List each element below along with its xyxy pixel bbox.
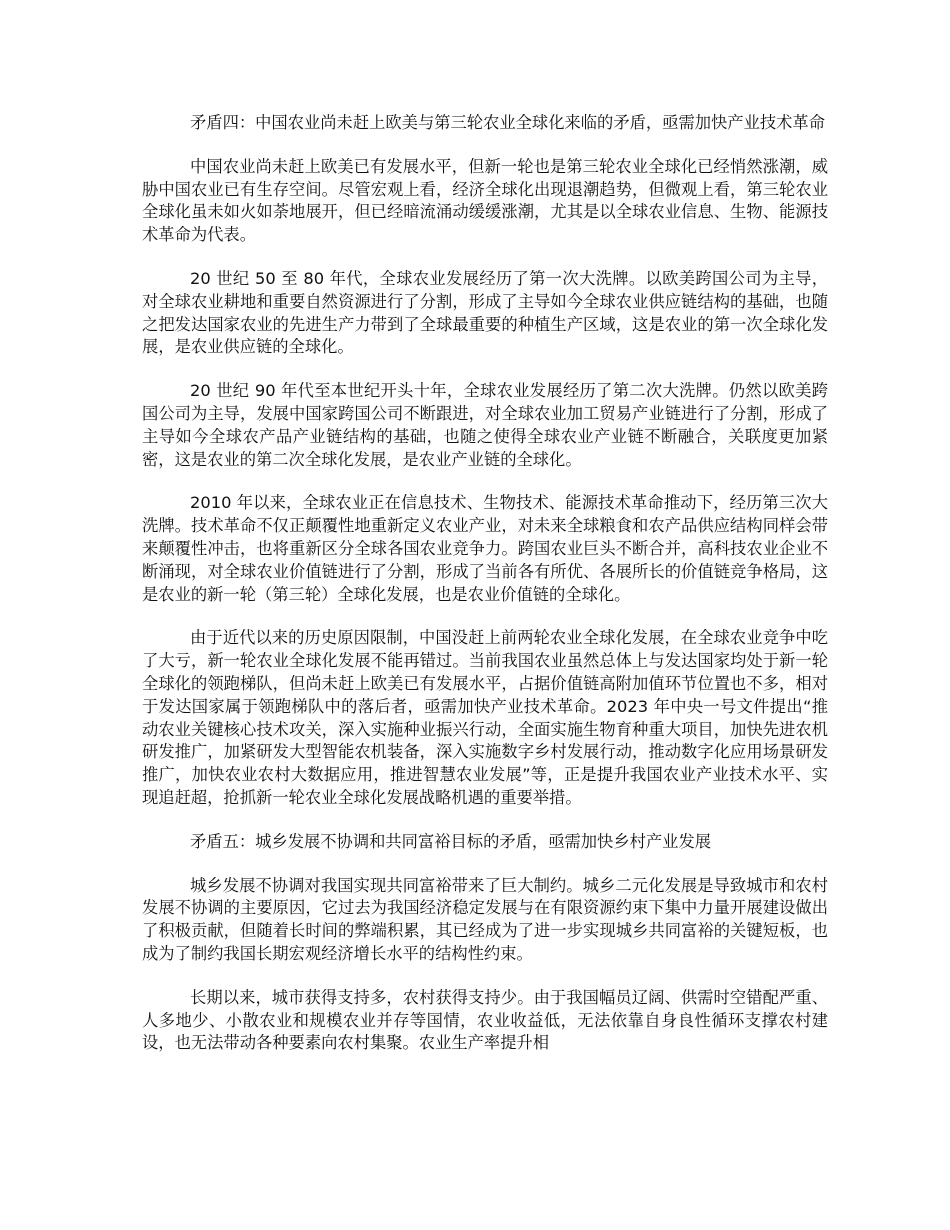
body-paragraph: 中国农业尚未赶上欧美已有发展水平，但新一轮也是第三轮农业全球化已经悄然涨潮，威胁中国农业已有生存空间。尽管宏观上看，经济全球化出现退潮趋势，但微观上看，第三轮农业全球化虽未如火如荼地展开，但已经暗流涌动缓缓涨潮，尤其是以全球农业信息、生物、能源技术革命为代表。	[142, 156, 828, 245]
document-page	[142, 112, 828, 1076]
body-paragraph: 20 世纪 90 年代至本世纪开头十年，全球农业发展经历了第二次大洗牌。仍然以欧美跨国公司为主导，发展中国家跨国公司不断跟进，对全球农业加工贸易产业链进行了分割，形成了主导如今全球农产品产业链结构的基础，也随之使得全球农业产业链不断融合，关联度更加紧密，这是农业的第二次全球化发展，是农业产业链的全球化。	[142, 381, 828, 469]
body-paragraph: 城乡发展不协调对我国实现共同富裕带来了巨大制约。城乡二元化发展是导致城市和农村发展不协调的主要原因，它过去为我国经济稳定发展与在有限资源约束下集中力量开展建设做出了积极贡献，但随着长时间的弊端积累，其已经成为了进一步实现城乡共同富裕的关键短板，也成为了制约我国长期宏观经济增长水平的结构性约束。	[142, 875, 828, 963]
body-paragraph: 长期以来，城市获得支持多，农村获得支持少。由于我国幅员辽阔、供需时空错配严重、人多地少、小散农业和规模农业并存等国情，农业收益低，无法依靠自身良性循环支撑农村建设，也无法带动各种要素向农村集聚。农业生产率提升相	[142, 987, 828, 1053]
body-paragraph: 2010 年以来，全球农业正在信息技术、生物技术、能源技术革命推动下，经历第三次大洗牌。技术革命不仅正颠覆性地重新定义农业产业，对未来全球粮食和农产品供应结构同样会带来颠覆性冲击，也将重新区分全球各国农业竞争力。跨国农业巨头不断合并，高科技农业企业不断涌现，对全球农业价值链进行了分割，形成了当前各有所优、各展所长的价值链竞争格局，这是农业的新一轮（第三轮）全球化发展，也是农业价值链的全球化。	[142, 493, 828, 604]
section-heading-contradiction-4: 矛盾四：中国农业尚未赶上欧美与第三轮农业全球化来临的矛盾，亟需加快产业技术革命	[190, 113, 825, 132]
body-paragraph: 20 世纪 50 至 80 年代，全球农业发展经历了第一次大洗牌。以欧美跨国公司为主导，对全球农业耕地和重要自然资源进行了分割，形成了主导如今全球农业供应链结构的基础，也随之把发达国家农业的先进生产力带到了全球最重要的种植生产区域，这是农业的第一次全球化发展，是农业供应链的全球化。	[142, 268, 828, 357]
section-heading-contradiction-5: 矛盾五：城乡发展不协调和共同富裕目标的矛盾，亟需加快乡村产业发展	[190, 831, 712, 851]
body-paragraph: 由于近代以来的历史原因限制，中国没赶上前两轮农业全球化发展，在全球农业竞争中吃了大亏，新一轮农业全球化发展不能再错过。当前我国农业虽然总体上与发达国家均处于新一轮全球化的领跑梯队，但尚未赶上欧美已有发展水平，占据价值链高附加值环节位置也不多，相对于发达国家属于领跑梯队中的落后者，亟需加快产业技术革命。2023 年中央一号文件提出“推动农业关键核心技术攻关，深入实施种业振兴行动，全面实施生物育种重大项目，加快先进农机研发推广，加紧研发大型智能农机装备，深入实施数字乡村发展行动，推动数字化应用场景研发推广，加快农业农村大数据应用，推进智慧农业发展”等，正是提升我国农业产业技术水平、实现追赶超，抢抓新一轮农业全球化发展战略机遇的重要举措。	[142, 628, 828, 807]
